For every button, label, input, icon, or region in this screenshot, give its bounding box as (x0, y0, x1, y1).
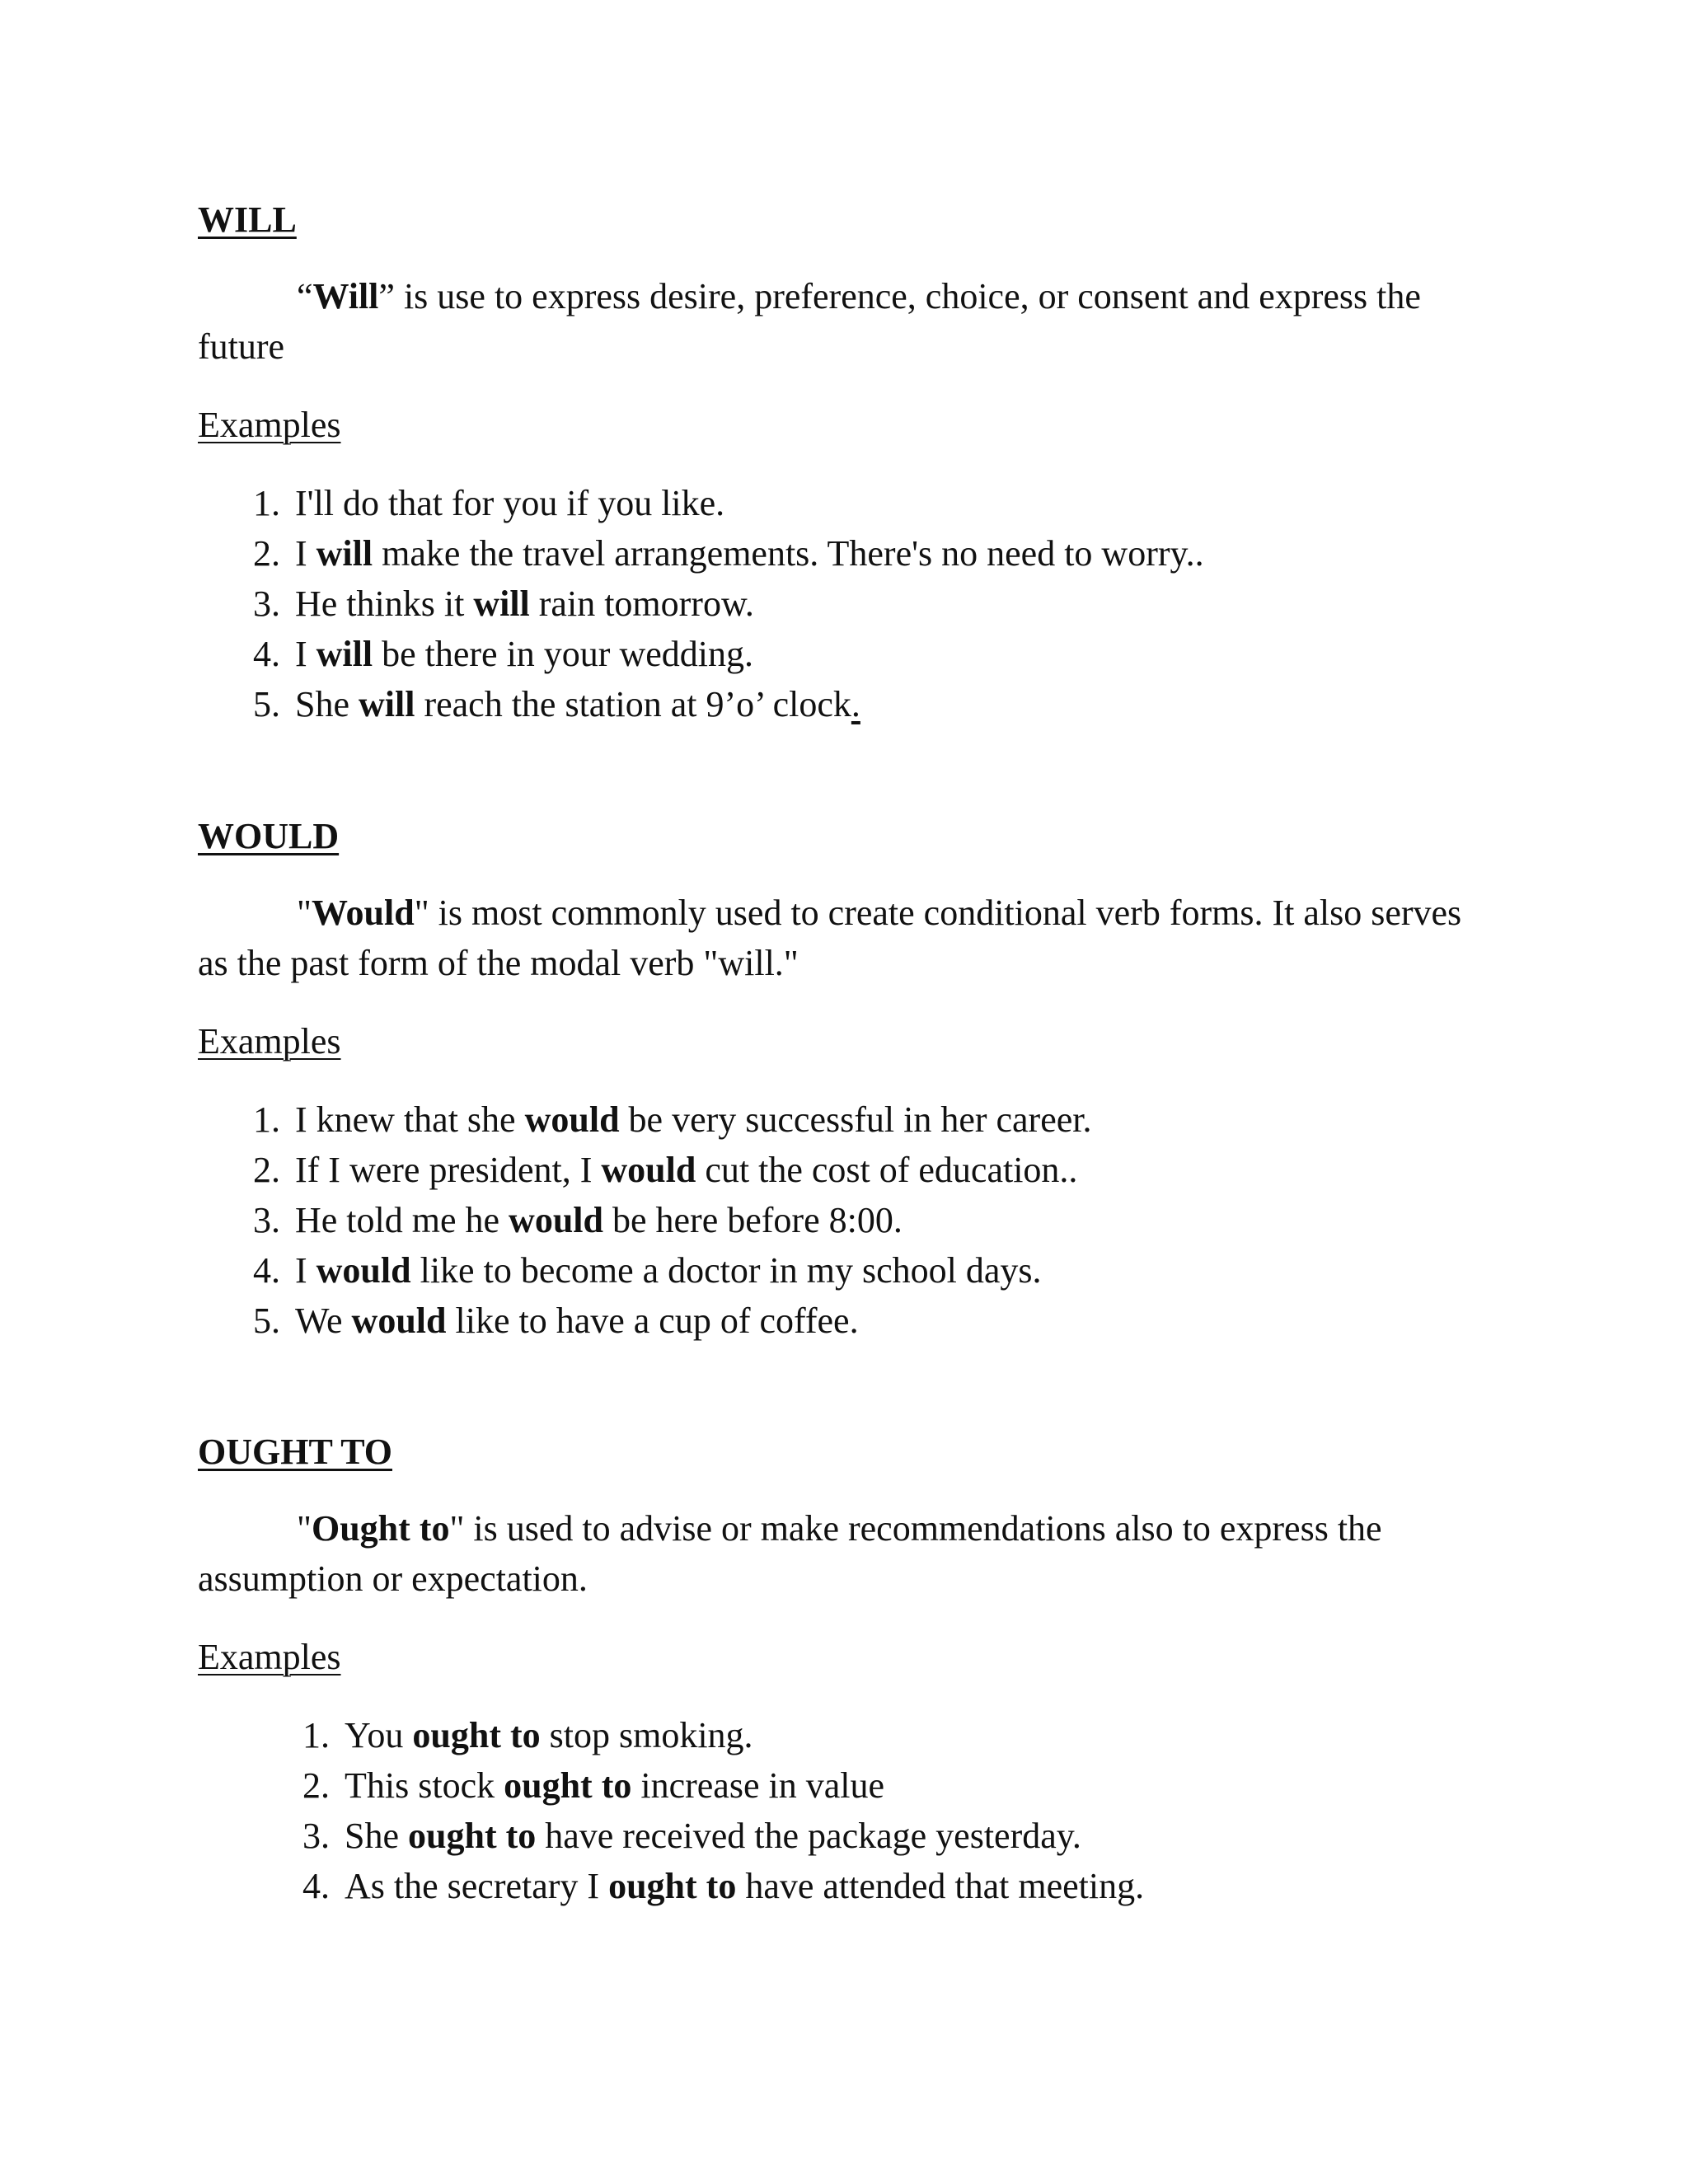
list-number: 4. (253, 1250, 280, 1291)
examples-label: Examples (198, 1637, 341, 1677)
intro-keyword: Would (311, 893, 415, 933)
list-text: If I were president, I would cut the cost of education.. (295, 1150, 1078, 1190)
intro-keyword: Will (312, 276, 379, 316)
list-number: 2. (253, 1150, 280, 1190)
list-number: 3. (253, 1200, 280, 1240)
list-number: 2. (302, 1765, 330, 1806)
list-number: 4. (302, 1866, 330, 1906)
section-heading: OUGHT TO (198, 1432, 392, 1472)
list-item (198, 1296, 1484, 1346)
list-number: 4. (253, 634, 280, 674)
list-item (247, 1811, 1484, 1861)
list-text: As the secretary I ought to have attended that meeting. (345, 1866, 1145, 1906)
intro-text: " is most commonly used to create conditional verb forms. It also serves as the past form of the modal verb "will." (198, 893, 1462, 983)
list-number: 3. (302, 1816, 330, 1856)
list-text: You ought to stop smoking. (345, 1715, 753, 1755)
section-intro (198, 271, 1484, 372)
list-item (247, 1861, 1484, 1911)
list-item (247, 1760, 1484, 1811)
list-number: 2. (253, 533, 280, 574)
list-number: 1. (302, 1715, 330, 1755)
examples-label: Examples (198, 1021, 341, 1062)
intro-text: “ (297, 276, 313, 316)
intro-text: " is used to advise or make recommendations also to express the assumption or expectation. (198, 1508, 1382, 1599)
list-text: I'll do that for you if you like. (295, 483, 725, 523)
section-heading: WOULD (198, 816, 340, 856)
list-text: I would like to become a doctor in my school days. (295, 1250, 1042, 1291)
intro-text: " (297, 1508, 312, 1549)
list-item (198, 1145, 1484, 1195)
list-number: 5. (253, 684, 280, 724)
section-heading: WILL (198, 199, 297, 240)
list-number: 1. (253, 483, 280, 523)
list-text: I knew that she would be very successful in her career. (295, 1099, 1092, 1140)
examples-list (247, 1710, 1484, 1911)
section-would (198, 812, 1484, 1346)
list-number: 3. (253, 583, 280, 624)
intro-text: " (297, 893, 312, 933)
list-text: She will reach the station at 9’o’ clock. (295, 684, 860, 724)
list-item (198, 1195, 1484, 1245)
list-number: 1. (253, 1099, 280, 1140)
list-item (198, 1094, 1484, 1145)
section-will (198, 195, 1484, 729)
list-text: I will make the travel arrangements. There's no need to worry.. (295, 533, 1204, 574)
section-intro (198, 1503, 1484, 1604)
list-item (198, 1245, 1484, 1296)
list-item (198, 478, 1484, 528)
list-text: He thinks it will rain tomorrow. (295, 583, 754, 624)
list-text: She ought to have received the package yesterday. (345, 1816, 1081, 1856)
examples-list (198, 478, 1484, 729)
list-item (198, 579, 1484, 629)
list-item (198, 629, 1484, 679)
list-item (198, 528, 1484, 579)
section-ought-to (198, 1427, 1484, 1911)
intro-keyword: Ought to (311, 1508, 450, 1549)
list-item (247, 1710, 1484, 1760)
list-number: 5. (253, 1301, 280, 1341)
list-text: He told me he would be here before 8:00. (295, 1200, 903, 1240)
list-text: This stock ought to increase in value (345, 1765, 884, 1806)
examples-label: Examples (198, 405, 341, 445)
list-item (198, 679, 1484, 729)
intro-text: ” is use to express desire, preference, choice, or consent and express the future (198, 276, 1421, 367)
list-text: We would like to have a cup of coffee. (295, 1301, 859, 1341)
examples-list (198, 1094, 1484, 1346)
list-text: I will be there in your wedding. (295, 634, 753, 674)
section-intro (198, 888, 1484, 988)
